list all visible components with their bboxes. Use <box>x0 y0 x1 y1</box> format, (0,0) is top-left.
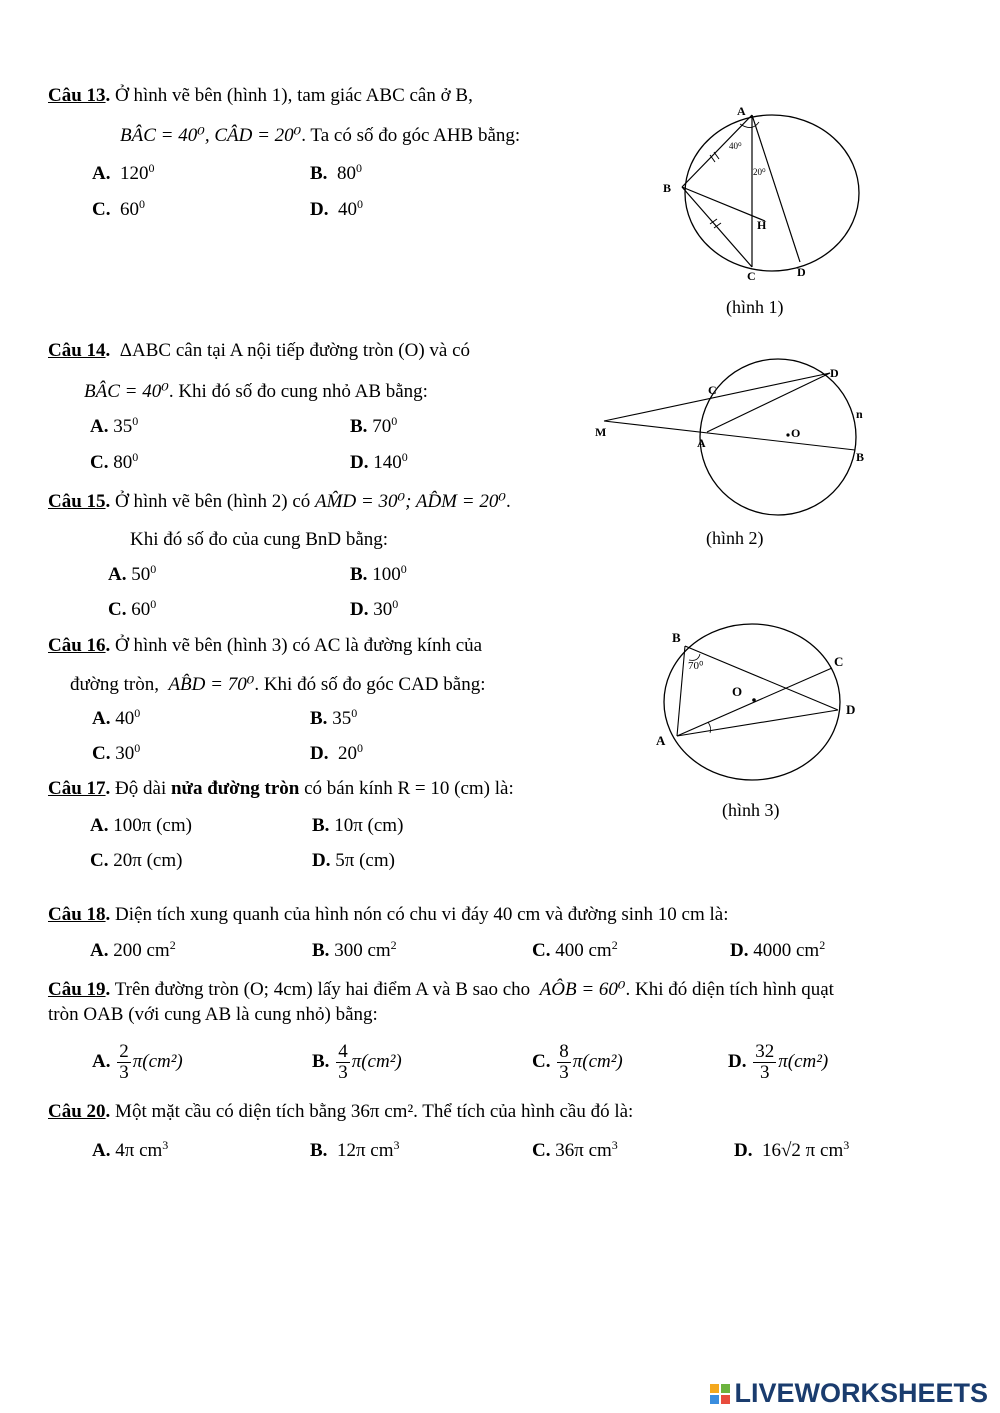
q17-line1: Câu 17. Độ dài nửa đường tròn có bán kính R = 10 (cm) là: <box>48 778 514 799</box>
q13-label: Câu 13 <box>48 85 106 106</box>
figure-3 <box>650 622 870 792</box>
q14-line2 <box>84 380 428 404</box>
fig2-label-c: C <box>708 383 717 397</box>
q14-formula: BÂC = 40⁰ <box>84 381 169 402</box>
fig2-label-n: n <box>856 407 863 421</box>
q16-option-c[interactable]: C. $30^0$ <box>92 741 141 764</box>
q14-tail: . Khi đó số đo cung nhỏ AB bằng: <box>168 381 428 402</box>
q20-option-d[interactable]: D. 16√2 π $cm^3$ <box>734 1138 850 1161</box>
fig2-label-d: D <box>830 366 839 380</box>
fig3-label-b: B <box>672 630 681 645</box>
q13-text: Ở hình vẽ bên (hình 1), tam giác ABC cân ở B, <box>115 85 473 106</box>
q19-option-c[interactable]: C. $\frac{8}{3}$ π(cm²) <box>532 1041 623 1084</box>
fig1-angle-20: 20⁰ <box>753 167 766 177</box>
q13-option-a[interactable]: A. $120^0$ <box>92 161 155 184</box>
q20-label: Câu 20 <box>48 1101 106 1122</box>
q16-option-b[interactable]: B. $35^0$ <box>310 706 358 729</box>
q16-line1: Câu 16. Ở hình vẽ bên (hình 3) có AC là đường kính của <box>48 635 483 656</box>
q16-label: Câu 16 <box>48 635 106 656</box>
q14-line1: Câu 14. ΔABC cân tại A nội tiếp đường tròn (O) và có <box>48 340 471 361</box>
fig3-caption: (hình 3) <box>722 800 780 820</box>
q13-formula: BÂC = 40⁰, CÂD = 20⁰ <box>120 125 302 146</box>
fig3-angle-70: 70⁰ <box>688 660 704 672</box>
q17-option-d[interactable]: D. 5π (cm) <box>312 850 395 871</box>
q16-text: Ở hình vẽ bên (hình 3) có AC là đường kính của <box>115 635 483 656</box>
fig2-label-m: M <box>595 425 607 439</box>
fig1-label-h: H <box>757 218 767 232</box>
q14-option-b[interactable]: B. $70^0$ <box>350 414 398 437</box>
q13-option-b[interactable]: B. $80^0$ <box>310 161 362 184</box>
q17-option-a[interactable]: A. 100π (cm) <box>90 815 192 836</box>
q16-option-d[interactable]: D. $20^0$ <box>310 741 363 764</box>
q16-tail: . Khi đó số đo góc CAD bằng: <box>254 674 486 695</box>
fig1-label-d: D <box>797 265 806 279</box>
q13-line1: Câu 13. Ở hình vẽ bên (hình 1), tam giác ABC cân ở B, <box>48 85 473 106</box>
q19-label: Câu 19 <box>48 979 106 1000</box>
q17-bold: nửa đường tròn <box>170 778 300 799</box>
q13-tail: . Ta có số đo góc AHB bằng: <box>301 125 521 146</box>
fig1-angle-40: 40⁰ <box>729 141 742 151</box>
q18-option-b[interactable]: B. 300 $cm^2$ <box>312 938 397 961</box>
figure-1 <box>655 100 870 290</box>
fig1-caption: (hình 1) <box>726 297 784 317</box>
fig3-label-o: O <box>732 684 743 699</box>
q18-option-d[interactable]: D. 4000 $cm^2$ <box>730 938 826 961</box>
q19-option-b[interactable]: B. $\frac{4}{3}$ π(cm²) <box>312 1041 402 1084</box>
fig2-label-a: A <box>697 436 706 450</box>
q16-line2: đường tròn, AB̂D = 70⁰. Khi đó số đo góc CAD bằng: <box>70 674 486 695</box>
q17-option-b[interactable]: B. 10π (cm) <box>312 815 404 836</box>
q13-option-c[interactable]: C. $60^0$ <box>92 197 145 220</box>
q13-option-d[interactable]: D. $40^0$ <box>310 197 363 220</box>
q14-option-d[interactable]: D. $140^0$ <box>350 450 408 473</box>
fig2-label-b: B <box>856 450 865 464</box>
fig2-label-o: O <box>791 426 801 440</box>
q18-option-c[interactable]: C. 400 $cm^2$ <box>532 938 618 961</box>
fig3-label-c: C <box>834 654 844 669</box>
fig3-label-d: D <box>846 702 856 717</box>
q20-option-c[interactable]: C. 36π $cm^3$ <box>532 1138 618 1161</box>
q18-line1: Câu 18. Diện tích xung quanh của hình nón có chu vi đáy 40 cm và đường sinh 10 cm là: <box>48 904 729 925</box>
q15-option-b[interactable]: B. $100^0$ <box>350 562 407 585</box>
q13-line2 <box>120 124 520 148</box>
q19-line2: tròn OAB (với cung AB là cung nhỏ) bằng: <box>48 1004 378 1025</box>
q18-option-a[interactable]: A. 200 $cm^2$ <box>90 938 176 961</box>
q19-option-a[interactable]: A. $\frac{2}{3}$ π(cm²) <box>92 1041 183 1084</box>
fig3-label-a: A <box>656 733 666 748</box>
liveworksheets-icon <box>710 1384 730 1404</box>
q16-option-a[interactable]: A. $40^0$ <box>92 706 141 729</box>
q15-line2: Khi đó số đo của cung BnD bằng: <box>130 529 389 550</box>
liveworksheets-logo <box>710 1378 988 1409</box>
q20-line1: Câu 20. Một mặt cầu có diện tích bằng 36π cm². Thể tích của hình cầu đó là: <box>48 1101 634 1122</box>
q15-formula: AM̂D = 30⁰; AD̂M = 20⁰ <box>315 491 506 512</box>
q16-formula: AB̂D = 70⁰ <box>168 674 255 695</box>
q15-option-d[interactable]: D. $30^0$ <box>350 597 399 620</box>
q15-line1: Câu 15. Ở hình vẽ bên (hình 2) có AM̂D = 30⁰; AD̂M = 20⁰. <box>48 491 511 512</box>
q15-option-c[interactable]: C. $60^0$ <box>108 597 157 620</box>
q15-option-a[interactable]: A. $50^0$ <box>108 562 157 585</box>
fig1-label-b: B <box>663 181 672 195</box>
q14-text: ΔABC cân tại A nội tiếp đường tròn (O) và có <box>119 340 471 361</box>
q14-label: Câu 14 <box>48 340 106 361</box>
fig1-label-c: C <box>747 269 756 283</box>
fig2-caption: (hình 2) <box>706 528 764 548</box>
q15-label: Câu 15 <box>48 491 106 512</box>
q14-option-a[interactable]: A. $35^0$ <box>90 414 139 437</box>
q15-text: Ở hình vẽ bên (hình 2) có <box>115 491 311 512</box>
q19-option-d[interactable]: D. $\frac{32}{3}$ π(cm²) <box>728 1041 829 1084</box>
q17-option-c[interactable]: C. 20π (cm) <box>90 850 183 871</box>
fig1-label-a: A <box>737 104 746 118</box>
figure-2 <box>590 355 880 525</box>
q20-option-b[interactable]: B. 12π $cm^3$ <box>310 1138 400 1161</box>
q19-line1: Câu 19. Trên đường tròn (O; 4cm) lấy hai điểm A và B sao cho AÔB = 60⁰. Khi đó diện tích hình quạt <box>48 979 834 1000</box>
q14-option-c[interactable]: C. $80^0$ <box>90 450 139 473</box>
liveworksheets-text: LIVEWORKSHEETS <box>734 1378 988 1408</box>
q18-label: Câu 18 <box>48 904 106 925</box>
q17-label: Câu 17 <box>48 778 106 799</box>
q19-formula: AÔB = 60⁰ <box>539 979 626 1000</box>
q20-option-a[interactable]: A. 4π $cm^3$ <box>92 1138 169 1161</box>
